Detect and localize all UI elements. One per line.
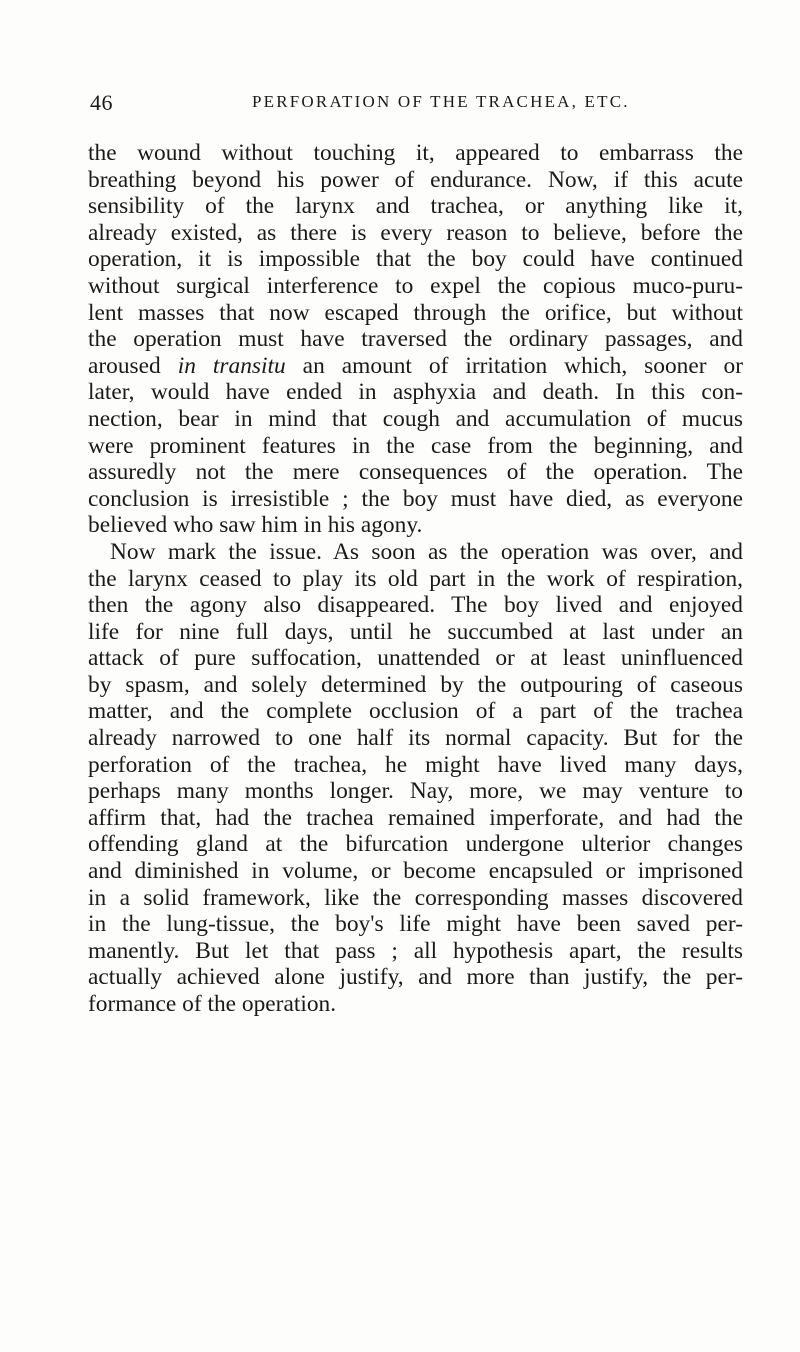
text-line: in a solid framework, like the corresponding masses discovered [88, 884, 743, 911]
running-head: PERFORATION OF THE TRACHEA, ETC. [252, 92, 630, 111]
text-line: by spasm, and solely determined by the outpouring of caseous [88, 671, 743, 698]
text-line: without surgical interference to expel the copious muco-puru- [88, 272, 743, 299]
page-number: 46 [90, 90, 113, 115]
text-line: aroused in transitu an amount of irritation which, sooner or [88, 352, 743, 379]
text-line: already existed, as there is every reason to believe, before the [88, 219, 743, 246]
text-line: perforation of the trachea, he might have lived many days, [88, 751, 743, 778]
text-line: perhaps many months longer. Nay, more, we may venture to [88, 778, 743, 805]
text-line: and diminished in volume, or become encapsuled or imprisoned [88, 858, 743, 885]
paragraph-start-line: Now mark the issue. As soon as the operation was over, and [110, 538, 743, 565]
paragraph-end-line: believed who saw him in his agony. [88, 512, 423, 539]
text-line: breathing beyond his power of endurance. Now, if this acute [88, 166, 743, 193]
text-line: offending gland at the bifurcation undergone ulterior changes [88, 831, 743, 858]
text-line: lent masses that now escaped through the orifice, but without [88, 299, 743, 326]
text-line: the wound without touching it, appeared to embarrass the [88, 140, 743, 166]
text-line: the larynx ceased to play its old part in the work of respiration, [88, 565, 743, 592]
text-line: already narrowed to one half its normal capacity. But for the [88, 725, 743, 752]
text-line: the operation must have traversed the ordinary passages, and [88, 326, 743, 353]
text-line: matter, and the complete occlusion of a part of the trachea [88, 698, 743, 725]
text-line: manently. But let that pass ; all hypothesis apart, the results [88, 937, 743, 964]
text-line: later, would have ended in asphyxia and death. In this con- [88, 379, 743, 406]
text-line: life for nine full days, until he succumbed at last under an [88, 618, 743, 645]
paragraph-end-line: formance of the operation. [88, 991, 337, 1017]
page-header [90, 90, 740, 120]
text-line: operation, it is impossible that the boy could have continued [88, 246, 743, 273]
body-text [88, 140, 743, 1018]
text-line: actually achieved alone justify, and more than justify, the per- [88, 964, 743, 991]
text-line: assuredly not the mere consequences of the operation. The [88, 459, 743, 486]
text-line: then the agony also disappeared. The boy lived and enjoyed [88, 592, 743, 619]
text-line: conclusion is irresistible ; the boy must have died, as everyone [88, 485, 743, 512]
text-line: in the lung-tissue, the boy's life might have been saved per- [88, 911, 743, 938]
text-line: sensibility of the larynx and trachea, or anything like it, [88, 193, 743, 220]
text-line: attack of pure suffocation, unattended or at least uninfluenced [88, 645, 743, 672]
text-line: affirm that, had the trachea remained imperforate, and had the [88, 804, 743, 831]
text-line: were prominent features in the case from the beginning, and [88, 432, 743, 459]
text-line: nection, bear in mind that cough and accumulation of mucus [88, 405, 743, 432]
